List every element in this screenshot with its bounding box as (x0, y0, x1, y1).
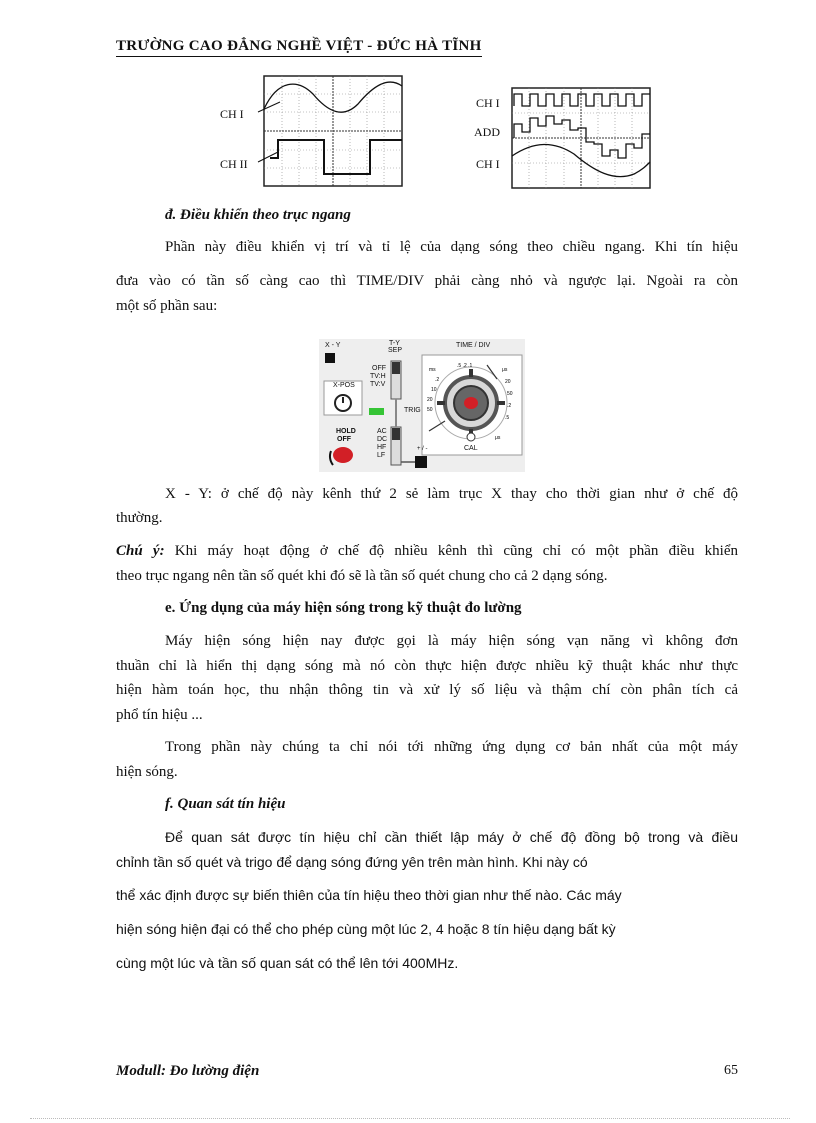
label-ac: AC (377, 428, 387, 435)
svg-text:50: 50 (427, 407, 433, 413)
label-xpos[interactable]: X-POS (333, 382, 355, 389)
label-tvv: TV:V (370, 381, 386, 388)
svg-text:.5 .2 .1: .5 .2 .1 (457, 363, 473, 369)
svg-text:20: 20 (505, 379, 511, 385)
xy-para-line-1: X - Y: ở chế độ này kênh thứ 2 sẻ làm trục X thay cho thời gian như ở chế độ (165, 486, 738, 502)
label-plus-minus: + / - (417, 446, 428, 452)
svg-text:.2: .2 (507, 403, 512, 409)
para-e1-line-4: phổ tín hiệu ... (116, 707, 203, 723)
label-cal: CAL (464, 445, 478, 452)
label-trig: TRIG (404, 407, 421, 414)
label-hold-off: OFF (337, 436, 351, 443)
para-e1-line-1: Máy hiện sóng hiện nay được gọi là máy hiện sóng vạn năng vì không đơn (165, 633, 738, 649)
footer-module: Modull: Đo lường điện (116, 1063, 260, 1079)
para-e1-line-2: thuần chỉ là hiển thị dạng sóng mà nó còn thực hiện được nhiều kỹ thuật khác như thực (116, 658, 738, 674)
note-line-1 (116, 544, 738, 559)
label-off: OFF (372, 365, 386, 372)
section-e-title: e. Ứng dụng của máy hiện sóng trong kỹ thuật đo lường (165, 600, 522, 616)
label-ch1: CH I (220, 107, 244, 121)
para-e2-line-1: Trong phần này chúng ta chỉ nói tới những ứng dụng cơ bản nhất của một máy (165, 739, 738, 755)
label-tvh: TV:H (370, 373, 386, 380)
note-line-2: theo trục ngang nên tần số quét khi đó sẽ là tần số quét chung cho cả 2 dạng sóng. (116, 568, 608, 584)
label-ch2: CH II (220, 157, 248, 171)
section-f-title: f. Quan sát tín hiệu (165, 796, 286, 812)
page-number: 65 (724, 1063, 738, 1078)
note-label: Chú ý: (116, 543, 165, 559)
figure-add-mode (474, 86, 654, 192)
oscilloscope-screen-1 (218, 74, 408, 192)
label-add: ADD (474, 125, 500, 139)
oscilloscope-screen-2 (474, 86, 654, 192)
svg-text:ms: ms (429, 367, 436, 373)
para-f-line-2: chỉnh tần số quét và trigo để dạng sóng đứng yên trên màn hình. Khi này có (116, 854, 588, 870)
label-timediv: TIME / DIV (456, 342, 491, 349)
label-sep: SEP (388, 347, 403, 354)
figure-horizontal-controls (319, 339, 525, 472)
control-panel (319, 339, 525, 472)
section-d-title: đ. Điều khiển theo trục ngang (165, 207, 351, 223)
label-ch1-bottom: CH I (476, 157, 500, 171)
label-lf: LF (377, 452, 386, 459)
svg-text:20: 20 (427, 397, 433, 403)
svg-text:.2: .2 (435, 377, 440, 383)
label-ch1-top: CH I (476, 96, 500, 110)
label-hf: HF (377, 444, 387, 451)
para-f-line-5: cùng một lúc và tần số quan sát có thể lên tới 400MHz. (116, 955, 459, 971)
para-e2-line-2: hiện sóng. (116, 764, 178, 780)
svg-text:.5: .5 (505, 415, 510, 421)
label-ty: T-Y (389, 340, 400, 347)
note-text-1: Khi máy hoạt động ở chế độ nhiều kênh thì cũng chỉ có một phần điều khiển (164, 543, 739, 559)
page-header: TRƯỜNG CAO ĐẲNG NGHỀ VIỆT - ĐỨC HÀ TĨNH (116, 38, 482, 57)
para-f-line-3: thể xác định được sự biến thiên của tín hiệu theo thời gian như thế nào. Các máy (116, 887, 622, 903)
para-d-line-3: một số phần sau: (116, 298, 218, 314)
para-f-line-1: Để quan sát được tín hiệu chỉ cần thiết lập máy ở chế độ đồng bộ trong và điều (165, 829, 738, 845)
svg-text:μs: μs (495, 435, 501, 441)
label-xy[interactable]: X - Y (325, 342, 341, 349)
svg-text:10: 10 (431, 387, 437, 393)
bottom-divider (30, 1118, 790, 1119)
para-e1-line-3: hiện hàm toán học, thu nhận thông tin và xử lý số liệu và thậm chí còn phân tích cả (116, 682, 738, 698)
para-d-line-2: đưa vào có tần số càng cao thì TIME/DIV phải càng nhỏ và ngược lại. Ngoài ra còn (116, 273, 738, 289)
label-dc: DC (377, 436, 388, 443)
figure-dual-trace (218, 74, 408, 192)
svg-text:50: 50 (507, 391, 513, 397)
para-f-line-4: hiện sóng hiện đại có thể cho phép cùng một lúc 2, 4 hoặc 8 tín hiệu dạng bất kỳ (116, 921, 616, 937)
xy-para-line-2: thường. (116, 510, 163, 526)
label-hold[interactable]: HOLD (336, 428, 356, 435)
svg-text:μs: μs (502, 367, 508, 373)
para-d-line-1: Phần này điều khiển vị trí và tỉ lệ của dạng sóng theo chiều ngang. Khi tín hiệu (165, 239, 738, 255)
